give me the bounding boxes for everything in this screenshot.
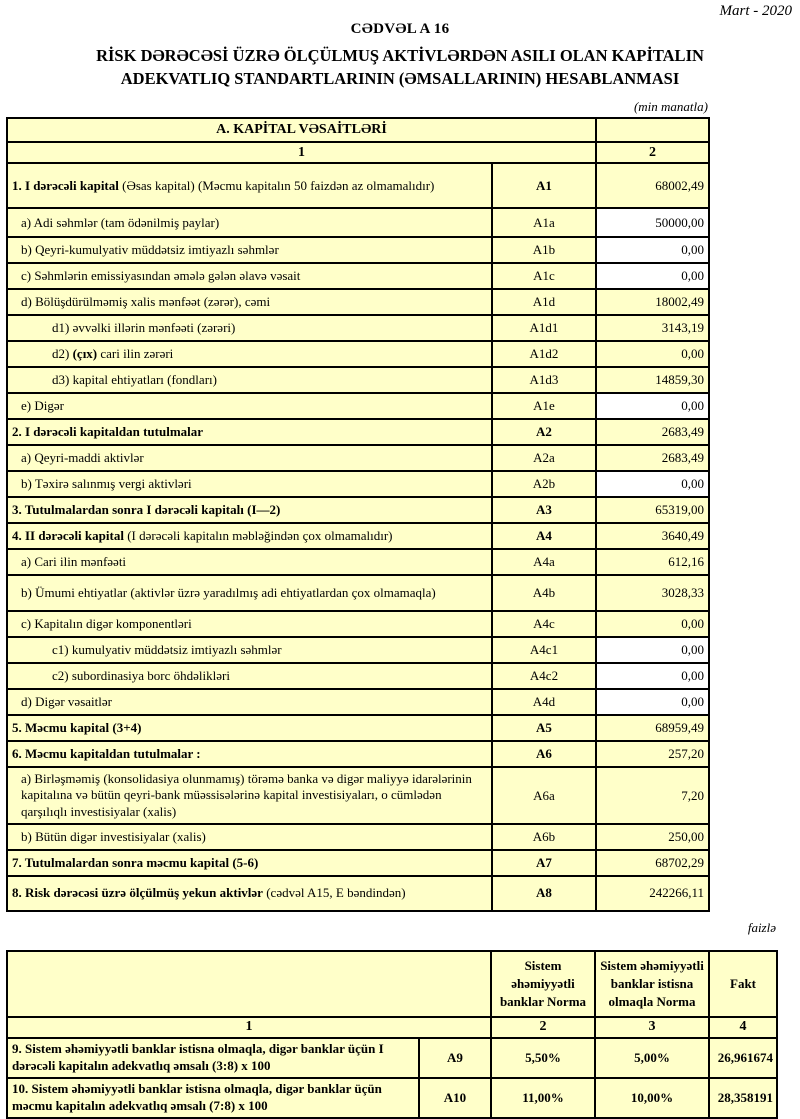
row-label bbox=[7, 367, 492, 393]
row-label bbox=[7, 289, 492, 315]
table-row-A1b bbox=[7, 237, 709, 263]
table-row-A4c1 bbox=[7, 637, 709, 663]
row-value: 0,00 bbox=[596, 663, 709, 689]
section-header-empty-cell bbox=[596, 118, 709, 142]
table-row-A1a bbox=[7, 208, 709, 237]
row-code: A10 bbox=[419, 1078, 491, 1118]
table-row-A3 bbox=[7, 497, 709, 523]
table-row-A1d1 bbox=[7, 315, 709, 341]
label-part: d) Bölüşdürülməmiş xalis mənfəət (zərər), cəmi bbox=[21, 294, 271, 310]
row-value: 7,20 bbox=[596, 767, 709, 824]
ratio-column-number-3: 3 bbox=[595, 1017, 709, 1038]
label-part: c) Kapitalın digər komponentləri bbox=[21, 616, 192, 632]
table-row-A6b bbox=[7, 824, 709, 850]
label-part: a) Birləşməmiş (konsolidasiya olunmamış) törəmə banka və digər maliyyə idarələrinin kapitalına və bütün qeyri-bank müəssisələrinə kapital investisiyaları, o cümlədən qarşılıqlı investisiyalar (xalis) bbox=[21, 771, 472, 819]
row-label bbox=[7, 497, 492, 523]
row-label bbox=[7, 393, 492, 419]
label-part: 7. Tutulmalardan sonra məcmu kapital (5-6) bbox=[12, 854, 259, 870]
label-part: (Əsas kapital) (Məcmu kapitalın 50 faizdən az olmamalıdır) bbox=[118, 177, 435, 193]
row-value: 0,00 bbox=[596, 341, 709, 367]
row-code: A2a bbox=[492, 445, 596, 471]
table-row-A1d bbox=[7, 289, 709, 315]
row-code: A1b bbox=[492, 237, 596, 263]
table-row-A4a bbox=[7, 549, 709, 575]
section-header: A. KAPİTAL VƏSAİTLƏRİ bbox=[7, 118, 596, 142]
row-value: 68702,29 bbox=[596, 850, 709, 876]
row-label bbox=[7, 876, 492, 911]
row-label bbox=[7, 850, 492, 876]
table-row-A1c bbox=[7, 263, 709, 289]
ratio-column-number-1: 1 bbox=[7, 1017, 491, 1038]
title-line-1: RİSK DƏRƏCƏSİ ÜZRƏ ÖLÇÜLMUŞ AKTİVLƏRDƏN ASILI OLAN KAPİTALIN bbox=[96, 46, 704, 65]
row-value: 2683,49 bbox=[596, 445, 709, 471]
label-part: e) Digər bbox=[21, 398, 64, 414]
ratio-column-number-2: 2 bbox=[491, 1017, 595, 1038]
row-code: A1d1 bbox=[492, 315, 596, 341]
row-label bbox=[7, 741, 492, 767]
row-value: 2683,49 bbox=[596, 419, 709, 445]
row-code: A4d bbox=[492, 689, 596, 715]
row-fakt: 26,961674 bbox=[709, 1038, 777, 1078]
row-label bbox=[7, 471, 492, 497]
row-value: 0,00 bbox=[596, 263, 709, 289]
row-label bbox=[7, 208, 492, 237]
row-code: A8 bbox=[492, 876, 596, 911]
label-part: a) Qeyri-maddi aktivlər bbox=[21, 450, 144, 466]
row-label: 9. Sistem əhəmiyyətli banklar istisna olmaqla, digər banklar üçün I dərəcəli kapitalın adekvatlıq əmsalı (3:8) x 100 bbox=[7, 1038, 419, 1078]
table-row-A4 bbox=[7, 523, 709, 549]
ratio-header-empty-cell bbox=[7, 951, 491, 1017]
ratio-column-number-4: 4 bbox=[709, 1017, 777, 1038]
row-code: A6b bbox=[492, 824, 596, 850]
table-row-A6a bbox=[7, 767, 709, 824]
row-value: 68959,49 bbox=[596, 715, 709, 741]
table-row-A4c bbox=[7, 611, 709, 637]
label-part: 8. Risk dərəcəsi üzrə ölçülmüş yekun aktivlər bbox=[12, 885, 263, 901]
row-label bbox=[7, 341, 492, 367]
row-value: 0,00 bbox=[596, 471, 709, 497]
table-row-A4d bbox=[7, 689, 709, 715]
row-label bbox=[7, 689, 492, 715]
table-row-A6 bbox=[7, 741, 709, 767]
row-label bbox=[7, 445, 492, 471]
column-number-1: 1 bbox=[7, 142, 596, 163]
row-code: A1 bbox=[492, 163, 596, 208]
row-label bbox=[7, 419, 492, 445]
row-code: A4c bbox=[492, 611, 596, 637]
label-part: 6. Məcmu kapitaldan tutulmalar : bbox=[12, 746, 201, 762]
label-part: 5. Məcmu kapital (3+4) bbox=[12, 720, 142, 736]
row-label bbox=[7, 315, 492, 341]
label-part: b) Qeyri-kumulyativ müddətsiz imtiyazlı səhmlər bbox=[21, 242, 279, 258]
row-code: A3 bbox=[492, 497, 596, 523]
label-part: 2. I dərəcəli kapitaldan tutulmalar bbox=[12, 424, 204, 440]
row-label bbox=[7, 163, 492, 208]
row-value: 0,00 bbox=[596, 637, 709, 663]
row-code: A4c2 bbox=[492, 663, 596, 689]
unit-note-min-manat: (min manatla) bbox=[633, 99, 708, 115]
row-value: 0,00 bbox=[596, 393, 709, 419]
row-fakt: 28,358191 bbox=[709, 1078, 777, 1118]
unit-note-percent: faizlə bbox=[747, 919, 776, 935]
capital-funds-table bbox=[6, 117, 710, 912]
table-row-A1d2 bbox=[7, 341, 709, 367]
row-norm-systemic: 11,00% bbox=[491, 1078, 595, 1118]
row-code: A6 bbox=[492, 741, 596, 767]
table-row-A4c2 bbox=[7, 663, 709, 689]
label-part: (I dərəcəli kapitalın məbləğindən çox olmamalıdır) bbox=[123, 528, 393, 544]
label-part: 4. II dərəcəli kapital bbox=[12, 528, 124, 544]
label-part: b) Ümumi ehtiyatlar (aktivlər üzrə yaradılmış adi ehtiyatlardan çox olmamaqla) bbox=[21, 585, 436, 601]
row-label bbox=[7, 237, 492, 263]
row-label bbox=[7, 767, 492, 824]
row-code: A1d3 bbox=[492, 367, 596, 393]
table-row-A7 bbox=[7, 850, 709, 876]
ratio-header-norm-systemic: Sistem əhəmiyyətli banklar Norma bbox=[491, 951, 595, 1017]
ratio-header-row bbox=[7, 951, 777, 1017]
row-code: A5 bbox=[492, 715, 596, 741]
row-label bbox=[7, 715, 492, 741]
ratio-column-number-row bbox=[7, 1017, 777, 1038]
title-line-2: ADEKVATLIQ STANDARTLARININ (ƏMSALLARININ) HESABLANMASI bbox=[120, 69, 680, 89]
row-value: 14859,30 bbox=[596, 367, 709, 393]
row-value: 0,00 bbox=[596, 237, 709, 263]
label-part: d1) əvvəlki illərin mənfəəti (zərəri) bbox=[52, 320, 236, 336]
table-row-A8 bbox=[7, 876, 709, 911]
row-code: A4c1 bbox=[492, 637, 596, 663]
row-code: A4 bbox=[492, 523, 596, 549]
table-row-A2b bbox=[7, 471, 709, 497]
adequacy-ratios-table bbox=[6, 950, 778, 1119]
table-row-A1d3 bbox=[7, 367, 709, 393]
column-number-2: 2 bbox=[596, 142, 709, 163]
row-code: A6a bbox=[492, 767, 596, 824]
label-part: cari ilin zərəri bbox=[97, 346, 174, 362]
row-value: 612,16 bbox=[596, 549, 709, 575]
label-part: 3. Tutulmalardan sonra I dərəcəli kapitalı (I—2) bbox=[12, 502, 281, 518]
label-part: c) Səhmlərin emissiyasından əmələ gələn əlavə vəsait bbox=[21, 268, 301, 284]
row-value: 68002,49 bbox=[596, 163, 709, 208]
report-date: Mart - 2020 bbox=[719, 3, 792, 19]
table-row-A2a bbox=[7, 445, 709, 471]
row-value: 257,20 bbox=[596, 741, 709, 767]
row-code: A4a bbox=[492, 549, 596, 575]
label-part: (cədvəl A15, E bəndindən) bbox=[262, 885, 406, 901]
row-norm-other: 5,00% bbox=[595, 1038, 709, 1078]
table-row-A1e bbox=[7, 393, 709, 419]
row-value: 3640,49 bbox=[596, 523, 709, 549]
table-row-A4b bbox=[7, 575, 709, 611]
label-part: d3) kapital ehtiyatları (fondları) bbox=[52, 372, 217, 388]
row-value: 242266,11 bbox=[596, 876, 709, 911]
ratio-header-fakt: Fakt bbox=[709, 951, 777, 1017]
ratio-header-norm-other: Sistem əhəmiyyətli banklar istisna olmaqla Norma bbox=[595, 951, 709, 1017]
table-row-A1 bbox=[7, 163, 709, 208]
table-row-A2 bbox=[7, 419, 709, 445]
row-label: 10. Sistem əhəmiyyətli banklar istisna olmaqla, digər banklar üçün məcmu kapitalın adekvatlıq əmsalı (7:8) x 100 bbox=[7, 1078, 419, 1118]
table-row-A10 bbox=[7, 1078, 777, 1118]
table-row-A9 bbox=[7, 1038, 777, 1078]
column-number-row bbox=[7, 142, 709, 163]
row-label bbox=[7, 263, 492, 289]
label-part: c1) kumulyativ müddətsiz imtiyazlı səhmlər bbox=[52, 642, 282, 658]
row-label bbox=[7, 575, 492, 611]
label-part: b) Təxirə salınmış vergi aktivləri bbox=[21, 476, 192, 492]
label-part: d) Digər vəsaitlər bbox=[21, 694, 112, 710]
row-code: A1c bbox=[492, 263, 596, 289]
row-code: A2b bbox=[492, 471, 596, 497]
table-row-A5 bbox=[7, 715, 709, 741]
row-code: A1d2 bbox=[492, 341, 596, 367]
row-code: A7 bbox=[492, 850, 596, 876]
row-label bbox=[7, 824, 492, 850]
row-value: 3028,33 bbox=[596, 575, 709, 611]
row-label bbox=[7, 663, 492, 689]
label-part: 1. I dərəcəli kapital bbox=[12, 177, 119, 193]
label-part: b) Bütün digər investisiyalar (xalis) bbox=[21, 828, 206, 844]
row-label bbox=[7, 611, 492, 637]
section-header-row bbox=[7, 118, 709, 142]
label-part: d2) bbox=[52, 346, 73, 362]
row-code: A1e bbox=[492, 393, 596, 419]
row-norm-systemic: 5,50% bbox=[491, 1038, 595, 1078]
row-code: A9 bbox=[419, 1038, 491, 1078]
row-label bbox=[7, 549, 492, 575]
table-number: CƏDVƏL A 16 bbox=[350, 21, 450, 37]
row-value: 0,00 bbox=[596, 689, 709, 715]
row-value: 18002,49 bbox=[596, 289, 709, 315]
row-value: 3143,19 bbox=[596, 315, 709, 341]
row-norm-other: 10,00% bbox=[595, 1078, 709, 1118]
label-part: (çıx) bbox=[72, 346, 98, 362]
label-part: a) Cari ilin mənfəəti bbox=[21, 554, 127, 570]
document-title bbox=[0, 44, 800, 90]
row-value: 0,00 bbox=[596, 611, 709, 637]
row-code: A2 bbox=[492, 419, 596, 445]
row-label bbox=[7, 637, 492, 663]
row-value: 50000,00 bbox=[596, 208, 709, 237]
row-code: A1a bbox=[492, 208, 596, 237]
row-value: 65319,00 bbox=[596, 497, 709, 523]
row-code: A1d bbox=[492, 289, 596, 315]
label-part: c2) subordinasiya borc öhdəlikləri bbox=[52, 668, 230, 684]
label-part: a) Adi səhmlər (tam ödənilmiş paylar) bbox=[21, 214, 220, 230]
row-label bbox=[7, 523, 492, 549]
row-value: 250,00 bbox=[596, 824, 709, 850]
row-code: A4b bbox=[492, 575, 596, 611]
